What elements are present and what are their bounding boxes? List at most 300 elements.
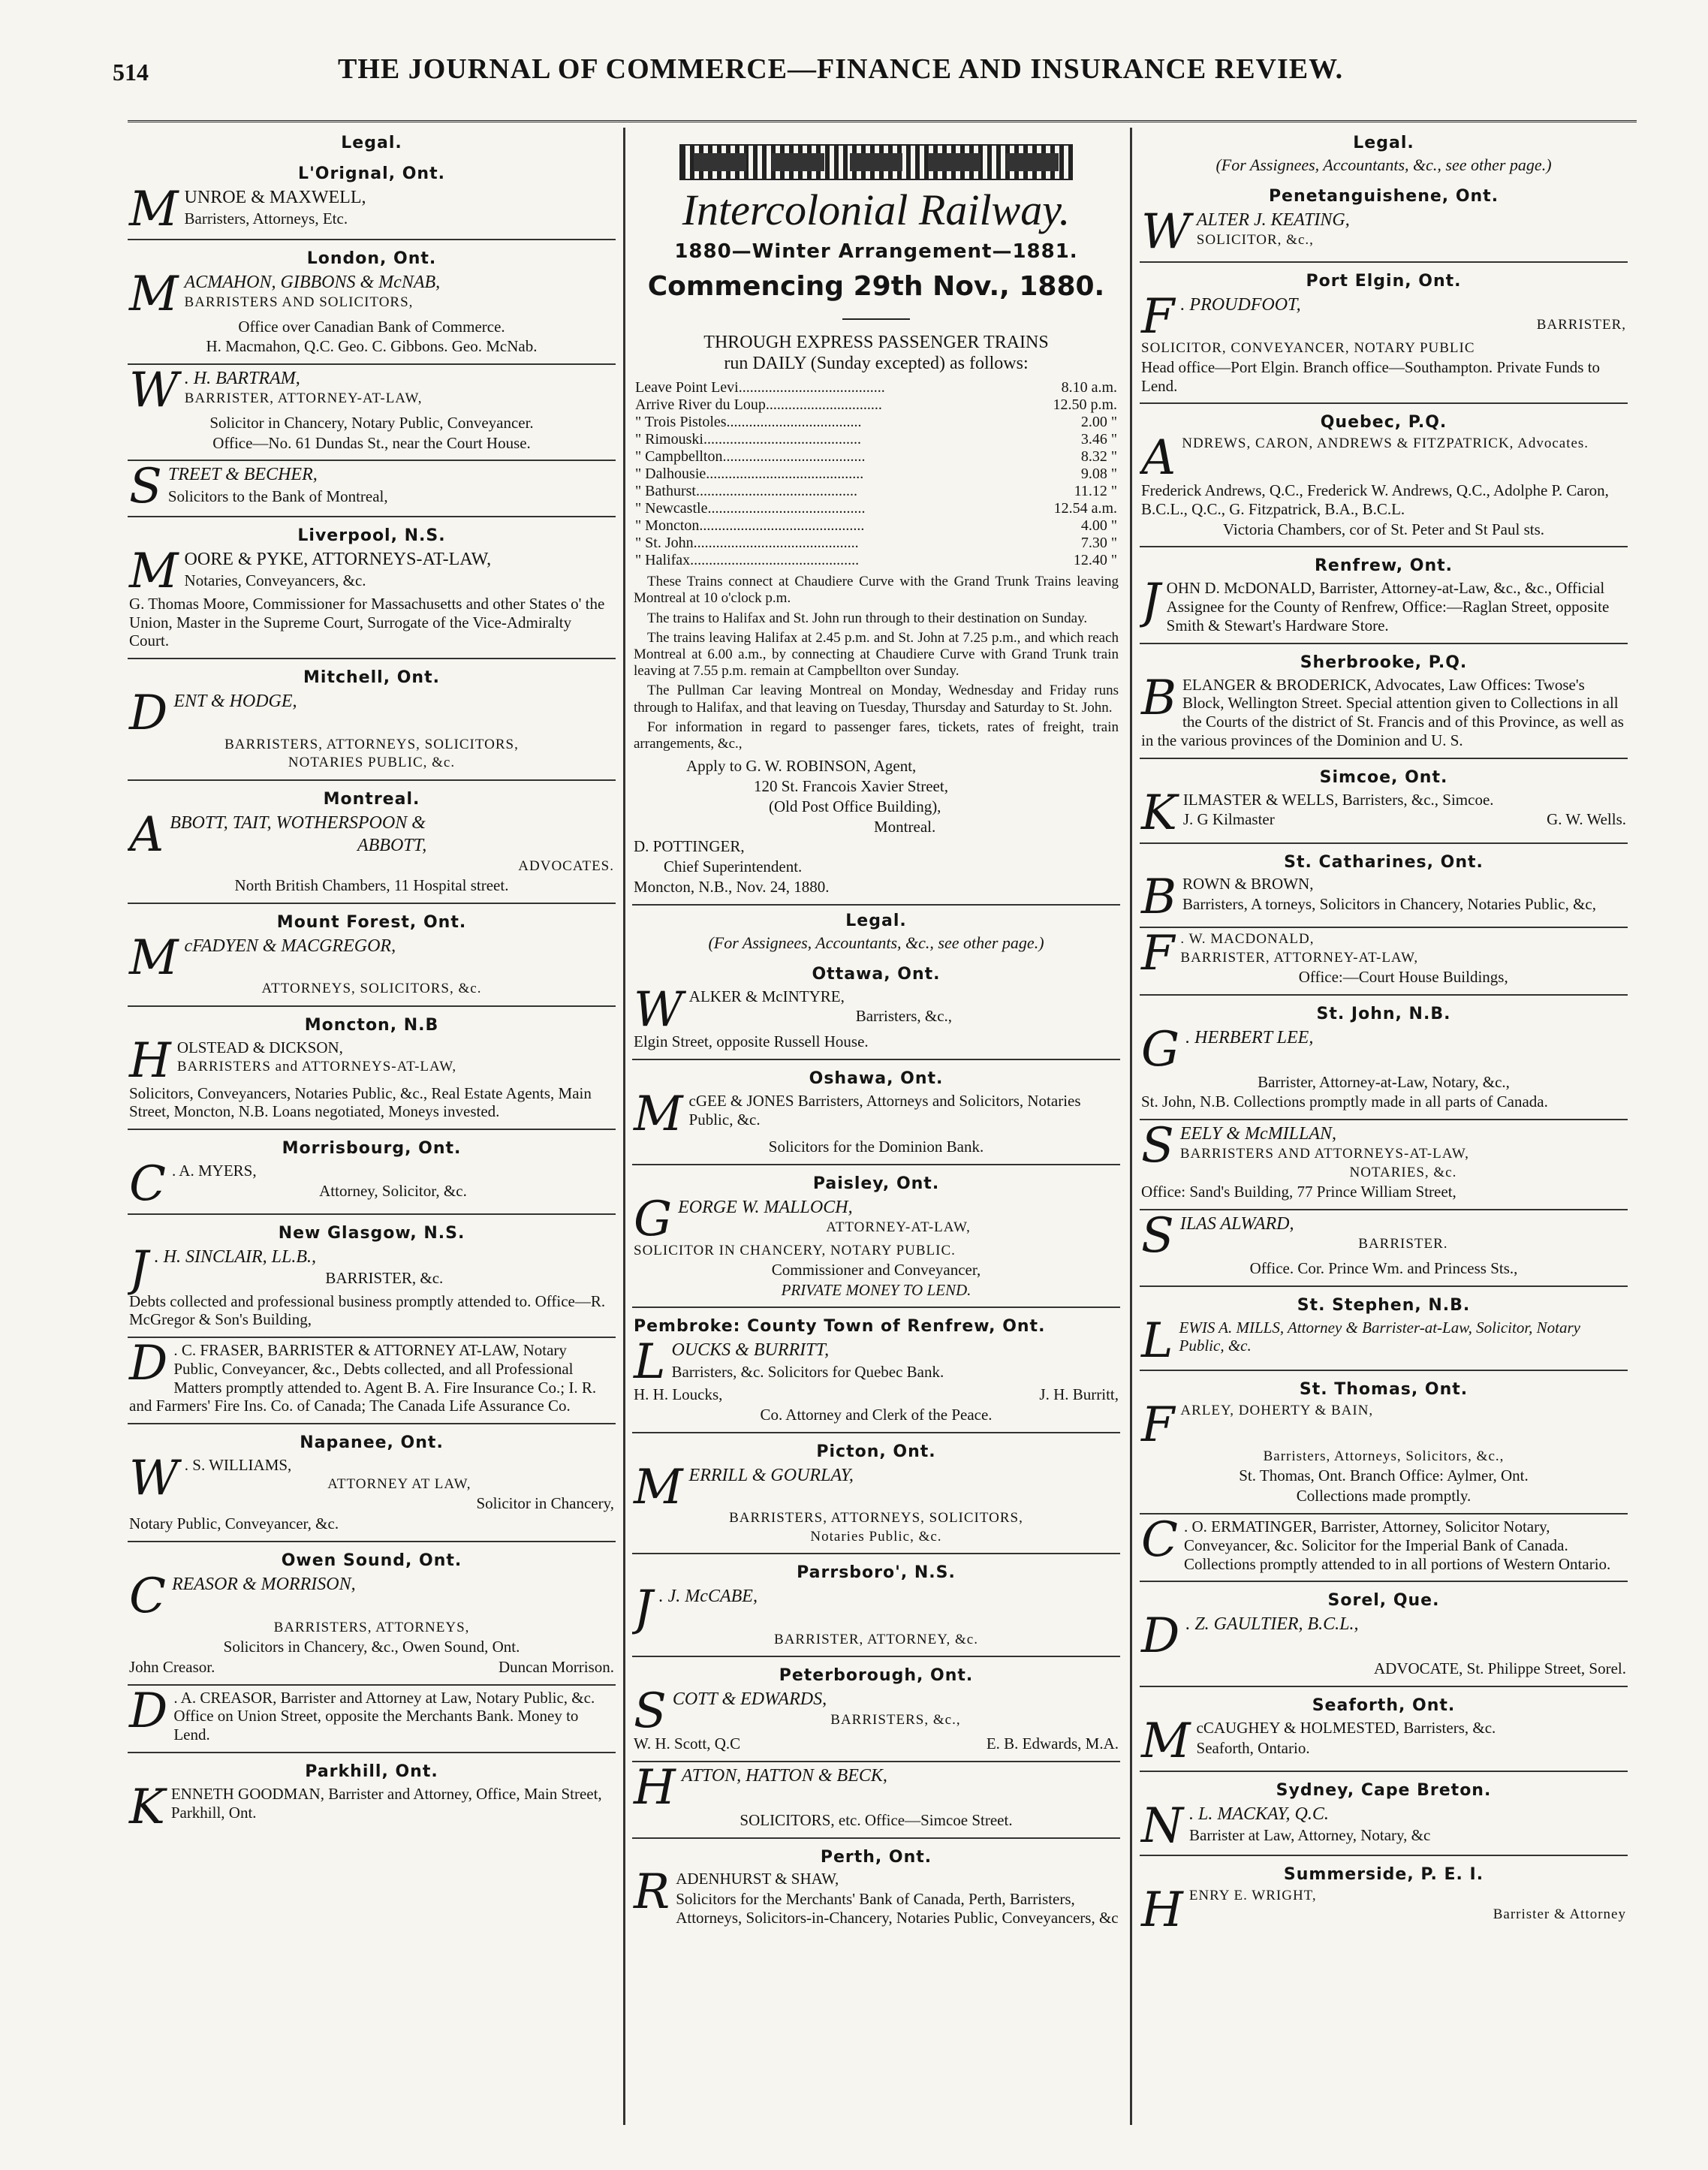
initial-letter: W [1141,203,1191,260]
listing-da-creasor [128,1683,616,1753]
firm-detail: ATTORNEY-AT-LAW, [826,1219,971,1236]
departure-time: 12.50 p.m. [1053,396,1117,414]
initial-letter: J [1141,574,1161,630]
firm-name: . L. MACKAY, Q.C. [1189,1804,1329,1824]
firm-detail: Solicitors to the Bank of Montreal, [167,487,388,505]
firm-name: BBOTT, TAIT, WOTHERSPOON & [170,812,426,833]
firm-name-cont: ABBOTT, [357,836,427,856]
firm-detail: BARRISTER, &c. [325,1269,444,1288]
departure-time: 4.00 " [1080,517,1117,535]
firm-address: Victoria Chambers, cor of St. Peter and St Paul sts. [1222,520,1544,538]
listing-creasor-morrison [128,1542,616,1686]
firm-detail: SOLICITORS, etc. Office—Simcoe Street. [740,1810,1013,1829]
timetable-row [634,396,1119,414]
timetable-row [634,517,1119,535]
listing-andrews-caron [1140,404,1628,547]
location-heading: Parrsboro', N.S. [797,1563,956,1583]
initial-letter: M [634,1459,683,1515]
column-divider [1130,128,1132,2125]
railway-note: These Trains connect at Chaudiere Curve with the Grand Trunk Trains leaving Montreal at 10 o'clock p.m. [634,574,1119,607]
initial-letter: G [1141,1021,1180,1077]
firm-detail: Barristers, Attorneys, Etc. [184,209,348,228]
listing-williams [128,1424,616,1542]
initial-letter: F [1141,288,1175,345]
location-heading: Parkhill, Ont. [305,1762,438,1781]
firm-name: ADENHURST & SHAW, [676,1870,839,1888]
listing-sinclair [128,1215,616,1338]
departure-time: 9.08 " [1080,466,1117,483]
firm-detail: ADVOCATE, St. Philippe Street, Sorel. [1374,1659,1626,1678]
initial-letter: S [129,459,162,515]
location-heading: Sherbrooke, P.Q. [1300,653,1468,672]
initial-letter: J [129,1240,149,1297]
firm-detail: Debts collected and professional business promptly attended to. Office—R. McGregor & Son's Building, [129,1291,606,1329]
firm-detail: Head office—Port Elgin. Branch office—Southampton. Private Funds to Lend. [1141,357,1601,395]
firm-detail: Barristers, &c., [855,1007,953,1026]
firm-detail: St. John, N.B. Collections promptly made in all parts of Canada. [1141,1093,1548,1111]
listing-herbert-lee [1140,996,1628,1120]
timetable-row [634,500,1119,517]
initial-letter: M [129,930,179,986]
firm-name: UNROE & MAXWELL, [184,187,366,207]
railway-notes [634,574,1119,752]
listing-merrill-gourlay [632,1433,1120,1555]
initial-letter: F [1141,1397,1175,1454]
firm-name: . PROUDFOOT, [1180,294,1301,315]
listing-hatton-beck [632,1759,1120,1839]
timetable-row [634,414,1119,431]
departure-time: 8.32 " [1080,448,1117,466]
location-heading: Seaforth, Ont. [1312,1695,1456,1715]
firm-name: ALTER J. KEATING, [1196,209,1350,230]
header-rule [128,120,1637,122]
location-heading: London, Ont. [306,249,437,268]
departure-time: 3.46 " [1080,431,1117,448]
firm-address: Office—No. 61 Dundas St., near the Court House. [212,433,531,452]
page-number: 514 [113,59,149,86]
signature-date: Moncton, N.B., Nov. 24, 1880. [634,877,830,896]
listing-mcgee-jones [632,1060,1120,1165]
listing-mcdonald [1140,547,1628,643]
firm-detail: Barrister & Attorney [1493,1906,1626,1922]
listing-fraser [128,1338,616,1424]
initial-letter: C [129,1568,166,1624]
listing-bartram [128,365,616,461]
firm-detail: SOLICITOR IN CHANCERY, NOTARY PUBLIC. [634,1242,956,1258]
location-heading: New Glasgow, N.S. [278,1223,465,1243]
firm-name: ENT & HODGE, [173,692,297,712]
firm-detail: ATTORNEY AT LAW, [327,1475,471,1492]
partner-name: J. H. Burritt, [1039,1385,1119,1404]
firm-detail: BARRISTERS, ATTORNEYS, SOLICITORS, [224,736,519,752]
firm-address: Office:—Court House Buildings, [1298,968,1508,987]
initial-letter: N [1141,1798,1183,1854]
firm-detail: Barristers, &c. Solicitors for Quebec Bank. [671,1362,944,1381]
location-heading: Quebec, P.Q. [1320,413,1447,432]
listing-myers [128,1130,616,1215]
firm-address: North British Chambers, 11 Hospital street. [234,876,509,894]
location-heading: Sorel, Que. [1327,1591,1440,1611]
firm-name: cCAUGHEY & HOLMESTED, Barristers, &c. [1196,1718,1496,1737]
divider [842,318,910,320]
location-heading: Picton, Ont. [816,1442,936,1461]
station-name: Arrive River du Loup............................... [635,396,882,414]
firm-detail: SOLICITOR, CONVEYANCER, NOTARY PUBLIC [1141,339,1475,356]
column-divider [623,128,625,2125]
initial-letter: M [129,544,179,600]
listing-mcfadyen-macgregor [128,904,616,1007]
firm-name: ARLEY, DOHERTY & BAIN, [1180,1403,1374,1419]
station-name: " St. John............................................ [635,535,859,552]
section-heading: Legal. [1353,134,1414,152]
firm-name: ERRILL & GOURLAY, [688,1465,854,1485]
initial-letter: W [634,981,683,1038]
listing-alward [1140,1210,1628,1287]
initial-letter: B [1141,670,1177,726]
listing-brown-brown [1140,844,1628,929]
journal-title: THE JOURNAL OF COMMERCE—FINANCE AND INSURANCE REVIEW. [338,53,1344,85]
firm-detail: Barristers, A torneys, Solicitors in Chancery, Notaries Public, &c, [1182,895,1596,914]
firm-name: OLSTEAD & DICKSON, [176,1038,343,1056]
timetable [634,379,1119,569]
firm-detail: Notary Public, Conveyancer, &c. [129,1514,339,1533]
firm-name: ATTON, HATTON & BECK, [681,1765,887,1786]
firm-detail: Office over Canadian Bank of Commerce. [238,317,505,336]
firm-name: . J. McCABE, [658,1587,758,1607]
initial-letter: B [1141,870,1177,926]
firm-detail: NOTARIES PUBLIC, &c. [288,755,456,771]
initial-letter: D [1141,1608,1180,1665]
firm-name: cGEE & JONES Barristers, Attorneys and Solicitors, Notaries Public, &c. [688,1092,1081,1129]
listing-street-becher [128,461,616,517]
firm-detail: BARRISTERS AND ATTORNEYS-AT-LAW, [1179,1146,1469,1162]
location-heading: Oshawa, Ont. [809,1069,944,1089]
location-heading: St. Stephen, N.B. [1297,1295,1471,1315]
firm-detail: NOTARIES, &c. [1349,1164,1457,1180]
initial-letter: M [634,1087,683,1143]
listing-farley-doherty [1140,1371,1628,1514]
firm-name: TREET & BECHER, [167,465,318,485]
initial-letter: G [634,1191,673,1247]
location-heading: Paisley, Ont. [812,1174,940,1193]
train-illustration-icon [679,144,1073,180]
location-heading: Summerside, P. E. I. [1283,1865,1484,1885]
location-heading: Sydney, Cape Breton. [1276,1780,1492,1800]
listing-scott-edwards [632,1657,1120,1762]
location-heading: Owen Sound, Ont. [281,1551,462,1570]
listing-gaultier [1140,1582,1628,1687]
initial-letter: L [634,1334,666,1391]
initial-letter: K [129,1779,165,1835]
partner-name: G. W. Wells. [1547,810,1626,829]
firm-name: EELY & McMILLAN, [1179,1124,1337,1144]
timetable-row [634,466,1119,483]
railway-season: 1880—Winter Arrangement—1881. [674,240,1078,264]
listing-goodman [128,1753,616,1837]
firm-detail: Barristers, Attorneys, Solicitors, &c., [1263,1448,1505,1465]
firm-detail: St. Thomas, Ont. Branch Office: Aylmer, Ont. [1239,1466,1529,1485]
timetable-subheading: run DAILY (Sunday excepted) as follows: [724,354,1029,374]
timetable-row [634,448,1119,466]
listing-kilmaster-wells [1140,759,1628,844]
departure-time: 7.30 " [1080,535,1117,552]
timetable-row [634,379,1119,396]
station-name: " Rimouski.......................................... [635,431,861,448]
initial-letter: J [634,1581,653,1637]
listing-dent-hodge [128,659,616,781]
initial-letter: A [129,806,164,863]
location-heading: Peterborough, Ont. [779,1666,974,1686]
listing-loucks-burritt [632,1308,1120,1433]
location-heading: Perth, Ont. [820,1847,932,1867]
railway-commencing: Commencing 29th Nov., 1880. [647,271,1105,303]
firm-detail: Solicitor in Chancery, [476,1494,614,1513]
partner-name: E. B. Edwards, M.A. [986,1734,1119,1753]
location-heading: Morrisbourg, Ont. [282,1139,462,1159]
location-heading: Simcoe, Ont. [1319,767,1448,787]
listing-mccabe [632,1554,1120,1657]
firm-detail: BARRISTERS AND SOLICITORS, [184,294,414,311]
initial-letter: H [634,1759,676,1816]
timetable-row [634,552,1119,569]
location-heading: Ottawa, Ont. [812,964,941,984]
firm-detail: Collections made promptly. [1296,1487,1472,1505]
agent-address: Montreal. [874,817,936,836]
firm-detail: Solicitors, Conveyancers, Notaries Public, &c., Real Estate Agents, Main Street, Moncton, N.B. Loans negotiated, Moneys invested. [129,1083,592,1121]
firm-name: ENRY E. WRIGHT, [1188,1888,1317,1904]
firm-detail: BARRISTER, ATTORNEY-AT-LAW, [1180,949,1419,966]
railway-note: The trains to Halifax and St. John run through to their destination on Sunday. [647,610,1088,626]
firm-name: ROWN & BROWN, [1182,875,1314,894]
railway-name: Intercolonial Railway. [682,185,1071,234]
firm-name: . A. MYERS, [171,1162,257,1180]
listing-macdonald [1140,928,1628,996]
firm-detail: BARRISTER, [1536,317,1626,333]
firm-detail: BARRISTER. [1358,1236,1448,1252]
initial-letter: D [129,1336,168,1392]
agent-contact: Apply to G. W. ROBINSON, Agent, [686,757,917,776]
partner-name: Duncan Morrison. [499,1657,614,1676]
departure-time: 2.00 " [1080,414,1117,431]
location-heading: St. John, N.B. [1316,1004,1451,1023]
station-name: " Dalhousie.......................................... [635,466,864,483]
partner-name: W. H. Scott, Q.C [634,1734,741,1753]
firm-detail: Notaries Public, &c. [810,1528,942,1545]
signature-title: Chief Superintendent. [664,857,803,876]
listing-belanger-broderick [1140,644,1628,759]
location-heading: L'Orignal, Ont. [298,164,445,183]
firm-detail: ENNETH GOODMAN, Barrister and Attorney, Office, Main Street, Parkhill, Ont. [170,1784,602,1822]
firm-detail: Notaries, Conveyancers, &c. [184,571,366,590]
section-heading: Legal. [845,911,907,930]
location-heading: Port Elgin, Ont. [1306,271,1462,291]
initial-letter: H [129,1032,171,1089]
initial-letter: L [1141,1313,1173,1369]
initial-letter: W [129,363,179,419]
initial-letter: S [1141,1118,1174,1174]
initial-letter: D [129,1683,168,1739]
firm-detail: Solicitors in Chancery, &c., Owen Sound, Ont. [223,1638,520,1656]
listing-wright [1140,1856,1628,1939]
initial-letter: S [634,1683,667,1740]
location-heading: Penetanguishene, Ont. [1268,187,1499,206]
firm-address: Seaforth, Ontario. [1196,1738,1310,1757]
firm-address: Elgin Street, opposite Russell House. [634,1032,869,1051]
listing-proudfoot [1140,263,1628,405]
listing-keating [1140,178,1628,263]
firm-detail: BARRISTERS, &c., [830,1711,961,1728]
firm-name: . S. WILLIAMS, [184,1456,292,1475]
listing-mills [1140,1287,1628,1372]
firm-partners [634,1385,1119,1404]
firm-detail: ELANGER & BRODERICK, Advocates, Law Offices: Twose's Block, Wellington Street. Special attention given to Collections in all the Courts of the district of St. Francis and of this Province, as well as in the various provinces of the Dominion and U. S. [1141,675,1624,749]
timetable-heading: THROUGH EXPRESS PASSENGER TRAINS [703,332,1049,352]
agent-address: (Old Post Office Building), [769,797,941,815]
station-name: Leave Point Levi....................................... [635,379,885,396]
firm-name: ILAS ALWARD, [1179,1214,1294,1234]
section-note: (For Assignees, Accountants, &c., see other page.) [708,933,1044,952]
listing-mccaughey-holmested [1140,1687,1628,1772]
railway-advertisement [632,128,1120,906]
firm-detail: Solicitors for the Dominion Bank. [768,1137,984,1156]
firm-detail: ADVOCATES. [518,857,614,874]
firm-name: ACMAHON, GIBBONS & McNAB, [184,272,441,292]
railway-note: For information in regard to passenger fares, tickets, rates of freight, train arrangements, &c., [634,719,1119,752]
firm-detail: Attorney, Solicitor, &c. [319,1181,467,1200]
listing-mackay [1140,1772,1628,1857]
railway-note: The Pullman Car leaving Montreal on Monday, Wednesday and Friday runs through to Halifax, and that leaving on Tuesday, Thursday and Saturday to St. John. [634,683,1119,716]
station-name: " Bathurst........................................... [635,483,857,500]
departure-time: 11.12 " [1074,483,1117,500]
firm-address: Office. Cor. Prince Wm. and Princess Sts., [1249,1258,1518,1277]
firm-name: . HERBERT LEE, [1185,1027,1314,1047]
firm-name: EORGE W. MALLOCH, [678,1197,853,1217]
partner-name: H. H. Loucks, [634,1385,723,1404]
column-right [1140,128,1628,2125]
timetable-row [634,483,1119,500]
initial-letter: M [129,181,179,237]
listing-seely-mcmillan [1140,1120,1628,1210]
firm-detail: . C. FRASER, BARRISTER & ATTORNEY AT-LAW, Notary Public, Conveyancer, &c., Debts collected, and all Professional Matters promptly attended to. Agent B. A. Fire Insurance Co.; I. R. and Farmers' Fire Ins. Co. of Canada; The Canada Life Assurance Co. [129,1341,597,1415]
initial-letter: C [1141,1512,1178,1568]
station-name: " Moncton............................................ [635,517,865,535]
column-middle [632,128,1120,2125]
location-heading: Montreal. [323,789,420,809]
station-name: " Trois Pistoles.................................... [635,414,862,431]
section-heading: Legal. [341,134,402,152]
firm-name: . Z. GAULTIER, B.C.L., [1185,1614,1359,1635]
location-heading: Mitchell, Ont. [303,668,440,688]
firm-name: COTT & EDWARDS, [672,1689,827,1710]
location-heading: Liverpool, N.S. [297,526,446,546]
firm-detail: Solicitors for the Merchants' Bank of Canada, Perth, Barristers, Attorneys, Solicitors-in-Chancery, Notaries Public, Conveyancers, &c [676,1890,1119,1927]
firm-detail: BARRISTER, ATTORNEY-AT-LAW, [184,390,423,407]
firm-detail: G. Thomas Moore, Commissioner for Massachusetts and other States o' the Union, Master in the Supreme Court, Surrogate of the Vice-Admiralty Court. [129,594,605,650]
firm-detail: Commissioner and Conveyancer, [771,1260,981,1279]
firm-name: . W. MACDONALD, [1180,931,1315,948]
firm-detail: . O. ERMATINGER, Barrister, Attorney, Solicitor Notary, Conveyancer, &c. Solicitor for the Imperial Bank of Canada. Collections promptly attended to in all portions of Western Ontario. [1183,1517,1611,1573]
departure-time: 8.10 a.m. [1061,379,1117,396]
firm-partners [1183,810,1626,829]
departure-time: 12.54 a.m. [1053,500,1117,517]
signature-name: D. POTTINGER, [634,837,745,856]
initial-letter: H [1141,1882,1183,1939]
firm-name: OORE & PYKE, ATTORNEYS-AT-LAW, [184,550,492,570]
section-note: (For Assignees, Accountants, &c., see other page.) [1215,155,1552,174]
firm-detail: BARRISTER, ATTORNEY, &c. [774,1632,978,1648]
partner-name: John Creasor. [129,1657,215,1676]
firm-name: NDREWS, CARON, ANDREWS & FITZPATRICK, Advocates. [1182,436,1589,452]
initial-letter: F [1141,926,1175,982]
initial-letter: R [634,1864,670,1921]
initial-letter: M [129,266,179,322]
location-heading: Moncton, N.B [304,1015,439,1035]
firm-name: . H. BARTRAM, [184,369,300,389]
firm-detail: SOLICITOR, &c., [1196,232,1314,249]
station-name: " Campbellton...................................... [635,448,866,466]
location-heading: St. Catharines, Ont. [1284,852,1484,872]
location-heading: Napanee, Ont. [300,1433,444,1453]
railway-note: The trains leaving Halifax at 2.45 p.m. and St. John at 7.25 p.m., and which reach Montreal at 6.00 a.m., by connecting at Chaudiere Curve with Grand Trunk train leaving at 7.55 p.m. remain at Campbellton over Sunday. [634,629,1119,680]
listing-macmahon-gibbons-mcnab [128,240,616,365]
firm-partners: H. Macmahon, Q.C. Geo. C. Gibbons. Geo. McNab. [206,337,538,356]
partner-name: J. G Kilmaster [1182,810,1275,829]
station-name: " Newcastle.......................................... [635,500,866,517]
location-heading: St. Thomas, Ont. [1299,1380,1469,1400]
listing-munroe-maxwell [128,155,616,240]
firm-name: ALKER & McINTYRE, [688,987,845,1005]
listing-walker-mcintyre [632,956,1120,1061]
firm-partners: Frederick Andrews, Q.C., Frederick W. Andrews, Q.C., Adolphe P. Caron, B.C.L., Q.C., G. Fitzpatrick, B.A., B.C.L. [1141,481,1609,518]
initial-letter: D [129,686,168,742]
departure-time: 12.40 " [1073,552,1117,569]
initial-letter: K [1141,785,1177,841]
firm-detail: Co. Attorney and Clerk of the Peace. [760,1405,993,1424]
firm-detail: BARRISTERS, ATTORNEYS, [273,1619,470,1635]
firm-partners [129,1658,614,1677]
firm-name: . H. SINCLAIR, LL.B., [154,1246,317,1267]
column-left [128,128,616,2125]
initial-letter: A [1141,430,1176,487]
firm-name: OUCKS & BURRITT, [671,1340,830,1361]
firm-name: cFADYEN & MACGREGOR, [184,936,396,956]
initial-letter: C [129,1156,166,1213]
firm-detail: . A. CREASOR, Barrister and Attorney at Law, Notary Public, &c. Office on Union Street, opposite the Merchants Bank. Money to Lend. [173,1688,595,1744]
timetable-row [634,431,1119,448]
firm-detail: ATTORNEYS, SOLICITORS, &c. [261,981,482,997]
station-name: " Halifax............................................. [635,552,860,569]
listing-abbott-tait [128,781,616,904]
initial-letter: W [129,1451,179,1507]
location-heading: Pembroke: County Town of Renfrew, Ont. [634,1317,1046,1337]
firm-address: Office: Sand's Building, 77 Prince William Street, [1141,1183,1456,1201]
firm-detail: Solicitor in Chancery, Notary Public, Conveyancer. [209,413,534,432]
listing-radenhurst-shaw [632,1839,1120,1935]
firm-detail: Barrister at Law, Attorney, Notary, &c [1189,1825,1431,1844]
firm-detail: BARRISTERS and ATTORNEYS-AT-LAW, [176,1058,457,1074]
timetable-row [634,535,1119,552]
agent-address: 120 St. Francois Xavier Street, [754,777,948,796]
location-heading: Mount Forest, Ont. [276,912,467,932]
initial-letter: S [1141,1208,1174,1264]
listing-moore-pyke [128,517,616,659]
initial-letter: M [1141,1713,1191,1769]
firm-partners [634,1734,1119,1753]
listing-malloch [632,1165,1120,1309]
firm-detail: EWIS A. MILLS, Attorney & Barrister-at-Law, Solicitor, Notary Public, &c. [1179,1318,1580,1355]
page-header [113,53,1644,98]
firm-detail: OHN D. McDONALD, Barrister, Attorney-at-Law, &c., &c., Official Assignee for the County of Renfrew, Office:—Raglan Street, opposite Smith & Stewart's Hardware Store. [1166,579,1610,634]
